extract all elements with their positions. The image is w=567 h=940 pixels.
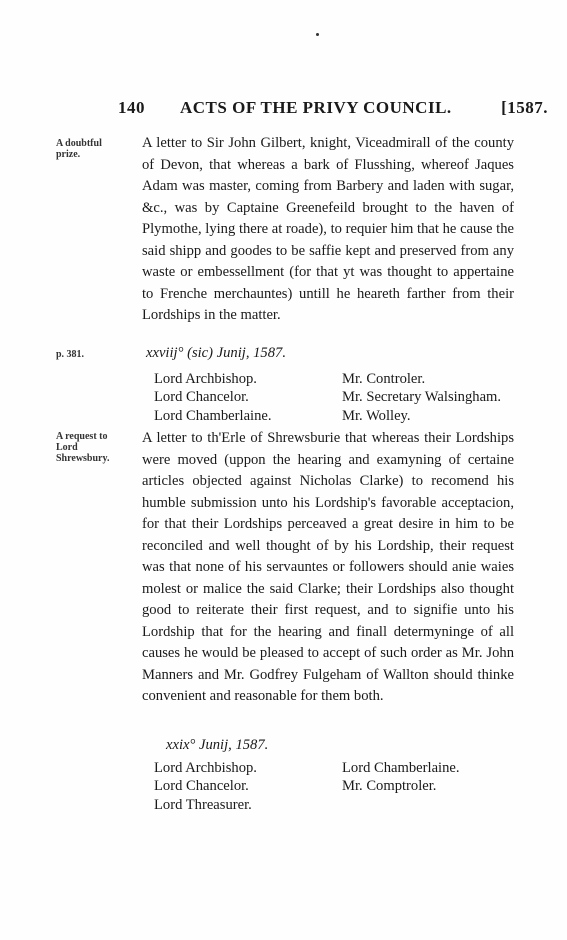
session-date-28-june: xxviij° (sic) Junij, 1587. [146, 345, 286, 361]
running-header [118, 98, 548, 122]
page-number: 140 [118, 98, 145, 117]
running-title: ACTS OF THE PRIVY COUNCIL. [180, 98, 452, 117]
margin-note-doubtful-prize: A doubtful prize. [56, 138, 102, 160]
attendees-right-28-june [342, 370, 501, 425]
attendees-left-29-june [154, 759, 257, 814]
margin-note-request-shrewsbury: A request to Lord Shrewsbury. [56, 431, 110, 464]
attendee: Lord Chancelor. [154, 389, 249, 406]
attendee: Lord Chamberlaine. [154, 407, 272, 424]
margin-page-reference: p. 381. [56, 349, 85, 360]
print-speck [316, 33, 319, 36]
session-date-29-june: xxix° Junij, 1587. [166, 737, 269, 753]
attendee: Lord Chancelor. [154, 778, 249, 795]
running-year: [1587. [501, 98, 548, 117]
attendee: Lord Chamberlaine. [342, 760, 460, 776]
attendees-left-28-june [154, 370, 272, 425]
attendee: Mr. Wolley. [342, 407, 411, 424]
entry-letter-shrewsbury: A letter to th'Erle of Shrewsburie that whereas their Lordships were moved (uppon the hearing and examyning of certaine articles objected against Nicholas Clarke) to recomend his humble submission unto his Lordship's favorable acceptacion, for that their Lordships perceaved a great desire in him to be reconciled and well thought of by his Lordship, their request was that none of his servauntes or followers should anie waies molest or malice the said Clarke; their Lordships also thought good to reiterate their first request, and to signifie unto his Lordship that for the hearing and finall determyninge of all causes he would be pleased to accept of such order as Mr. John Manners and Mr. Godfrey Fulgeham of Wallton should thinke convenient and reasonable for them both. [142, 430, 514, 704]
attendee: Mr. Comptroler. [342, 778, 437, 795]
attendee: Lord Archbishop. [154, 760, 257, 776]
attendees-right-29-june [342, 759, 460, 796]
attendee: Lord Archbishop. [154, 371, 257, 387]
entry-letter-gilbert: A letter to Sir John Gilbert, knight, Viceadmirall of the county of Devon, that whereas a bark of Flusshing, whereof Jaques Adam was master, coming from Barbery and laden with sugar, &c., was by Captaine Greenefeild brought to the haven of Plymothe, lying there at roade), to requier him that he cause the said shipp and goodes to be saffie kept and preserved from any waste or embessellment (for that yt was thought to appertaine to Frenche merchauntes) untill he heareth farther from their Lordships in the matter. [142, 135, 514, 323]
attendee: Lord Threasurer. [154, 796, 252, 813]
attendee: Mr. Secretary Walsingham. [342, 389, 502, 406]
attendee: Mr. Controler. [342, 371, 426, 387]
